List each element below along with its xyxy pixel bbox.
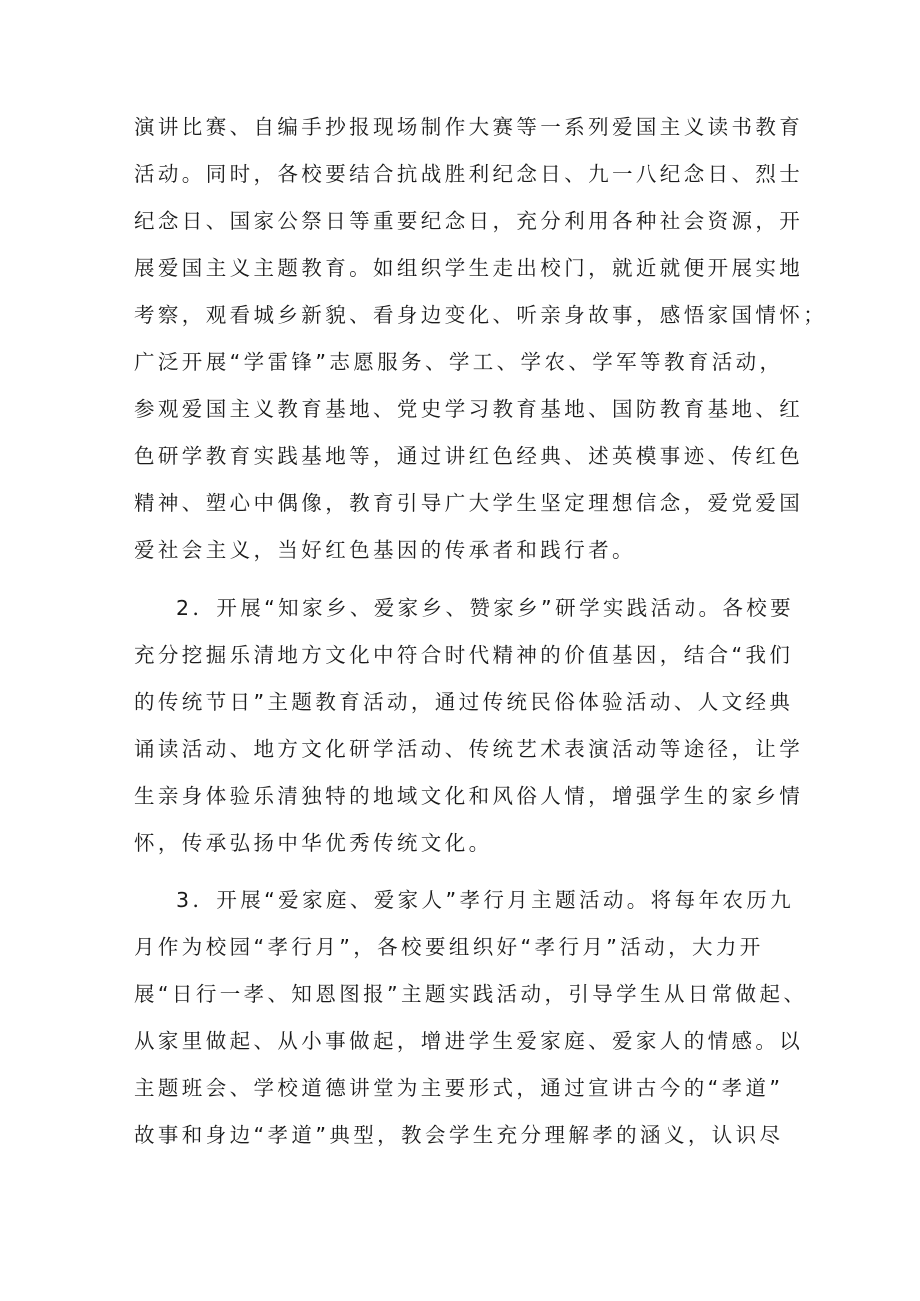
paragraph-3-line-6: 故事和身边“孝道”典型，教会学生充分理解孝的涵义，认识尽 bbox=[134, 1123, 784, 1147]
paragraph-2-line-2: 充分挖掘乐清地方文化中符合时代精神的价值基因，结合“我们 bbox=[134, 643, 794, 667]
paragraph-3-line-1: 3．开展“爱家庭、爱家人”孝行月主题活动。将每年农历九 bbox=[176, 888, 795, 912]
paragraph-1-line-8: 色研学教育实践基地等，通过讲红色经典、述英模事迹、传红色 bbox=[134, 444, 804, 468]
paragraph-3-line-3: 展“日行一孝、知恩图报”主题实践活动，引导学生从日常做起、 bbox=[134, 982, 808, 1006]
paragraph-2-line-6: 怀，传承弘扬中华优秀传统文化。 bbox=[134, 831, 493, 855]
paragraph-1-line-10: 爱社会主义，当好红色基因的传承者和践行者。 bbox=[134, 538, 636, 562]
paragraph-1-line-3: 纪念日、国家公祭日等重要纪念日，充分利用各种社会资源，开 bbox=[134, 209, 804, 233]
paragraph-3-line-2: 月作为校园“孝行月”，各校要组织好“孝行月”活动，大力开 bbox=[134, 935, 764, 959]
paragraph-2-line-4: 诵读活动、地方文化研学活动、传统艺术表演活动等途径，让学 bbox=[134, 737, 804, 761]
paragraph-1-line-9: 精神、塑心中偶像，教育引导广大学生坚定理想信念，爱党爱国 bbox=[134, 491, 804, 515]
paragraph-2-line-5: 生亲身体验乐清独特的地域文化和风俗人情，增强学生的家乡情 bbox=[134, 784, 804, 808]
paragraph-2-line-1: 2．开展“知家乡、爱家乡、赞家乡”研学实践活动。各校要 bbox=[176, 596, 795, 620]
paragraph-3-line-5: 主题班会、学校道德讲堂为主要形式，通过宣讲古今的“孝道” bbox=[134, 1076, 784, 1100]
paragraph-1-line-7: 参观爱国主义教育基地、党史学习教育基地、国防教育基地、红 bbox=[134, 397, 804, 421]
paragraph-1-line-2: 活动。同时，各校要结合抗战胜利纪念日、九一八纪念日、烈士 bbox=[134, 162, 804, 186]
paragraph-2-line-3: 的传统节日”主题教育活动，通过传统民俗体验活动、人文经典 bbox=[134, 690, 794, 714]
paragraph-1-line-1: 演讲比赛、自编手抄报现场制作大赛等一系列爱国主义读书教育 bbox=[134, 115, 804, 139]
paragraph-3-line-4: 从家里做起、从小事做起，增进学生爱家庭、爱家人的情感。以 bbox=[134, 1029, 804, 1053]
paragraph-1-line-5: 考察，观看城乡新貌、看身边变化、听亲身故事，感悟家国情怀； bbox=[134, 303, 828, 327]
paragraph-1-line-4: 展爱国主义主题教育。如组织学生走出校门，就近就便开展实地 bbox=[134, 256, 804, 280]
paragraph-1-line-6: 广泛开展“学雷锋”志愿服务、学工、学农、学军等教育活动， bbox=[134, 350, 784, 374]
